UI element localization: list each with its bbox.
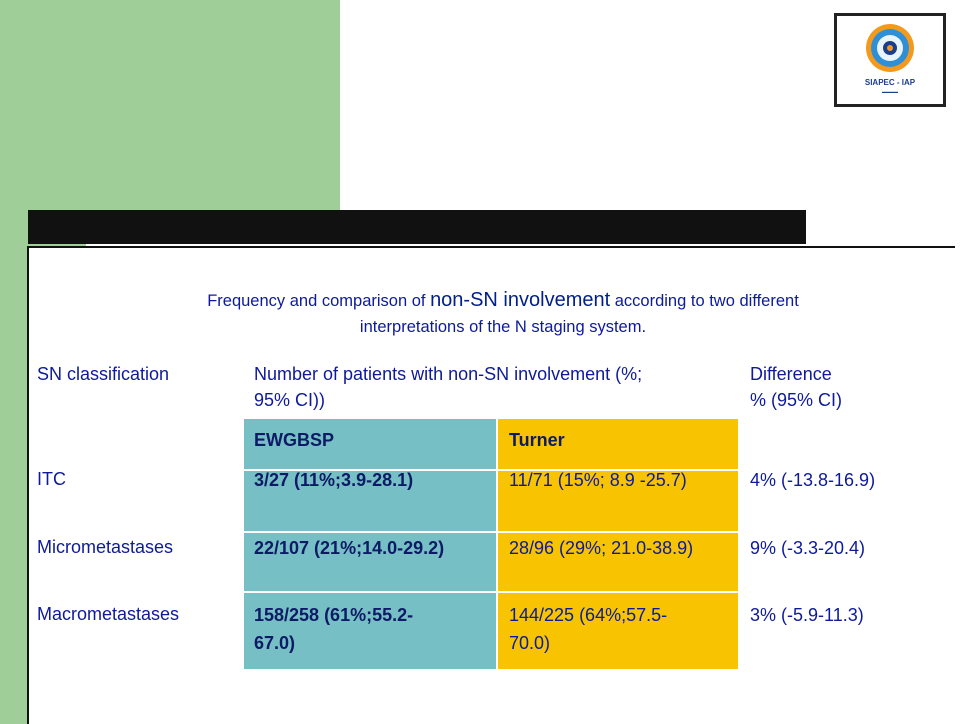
row-label-micrometastases: Micrometastases bbox=[37, 537, 174, 557]
row-itc-difference: 4% (-13.8-16.9) bbox=[750, 470, 876, 490]
row-label-itc: ITC bbox=[37, 469, 66, 489]
siapec-logo bbox=[834, 13, 946, 107]
table-caption bbox=[108, 287, 898, 340]
header-sn-classification: SN classification bbox=[37, 364, 170, 384]
row-micro-turner: 28/96 (29%; 21.0-38.9) bbox=[509, 538, 694, 558]
row-macro-turner-line2: 70.0) bbox=[509, 633, 551, 653]
row-itc-turner: 11/71 (15%; 8.9 -25.7) bbox=[509, 470, 687, 490]
row-macro-ewgbsp-line1: 158/258 (61%;55.2- bbox=[254, 605, 414, 625]
header-number-of-patients-line2: 95% CI)) bbox=[254, 390, 326, 410]
row-label-macrometastases: Macrometastases bbox=[37, 604, 180, 624]
logo-subtext: ▬▬▬▬ bbox=[882, 89, 898, 94]
caption-prefix: Frequency and comparison of bbox=[207, 292, 431, 310]
row-micro-ewgbsp: 22/107 (21%;14.0-29.2) bbox=[254, 538, 445, 558]
caption-suffix: according to two different bbox=[610, 292, 799, 310]
header-difference: Difference bbox=[750, 364, 832, 384]
caption-line-2: interpretations of the N staging system. bbox=[359, 318, 647, 336]
logo-text: SIAPEC - IAP bbox=[864, 78, 916, 87]
row-micro-difference: 9% (-3.3-20.4) bbox=[750, 538, 866, 558]
row-macro-ewgbsp-line2: 67.0) bbox=[254, 633, 296, 653]
subheader-turner: Turner bbox=[509, 430, 565, 450]
logo-emblem-icon bbox=[837, 16, 943, 76]
header-number-of-patients: Number of patients with non-SN involvement (%; bbox=[254, 364, 643, 384]
row-itc-ewgbsp: 3/27 (11%;3.9-28.1) bbox=[254, 470, 414, 490]
row-macro-difference: 3% (-5.9-11.3) bbox=[750, 605, 864, 625]
row-macro-turner-line1: 144/225 (64%;57.5- bbox=[509, 605, 668, 625]
caption-line-1 bbox=[108, 287, 898, 314]
header-difference-ci: % (95% CI) bbox=[750, 390, 843, 410]
subheader-ewgbsp: EWGBSP bbox=[254, 430, 335, 450]
dark-title-band bbox=[28, 210, 806, 244]
caption-highlight: non-SN involvement bbox=[430, 289, 611, 311]
